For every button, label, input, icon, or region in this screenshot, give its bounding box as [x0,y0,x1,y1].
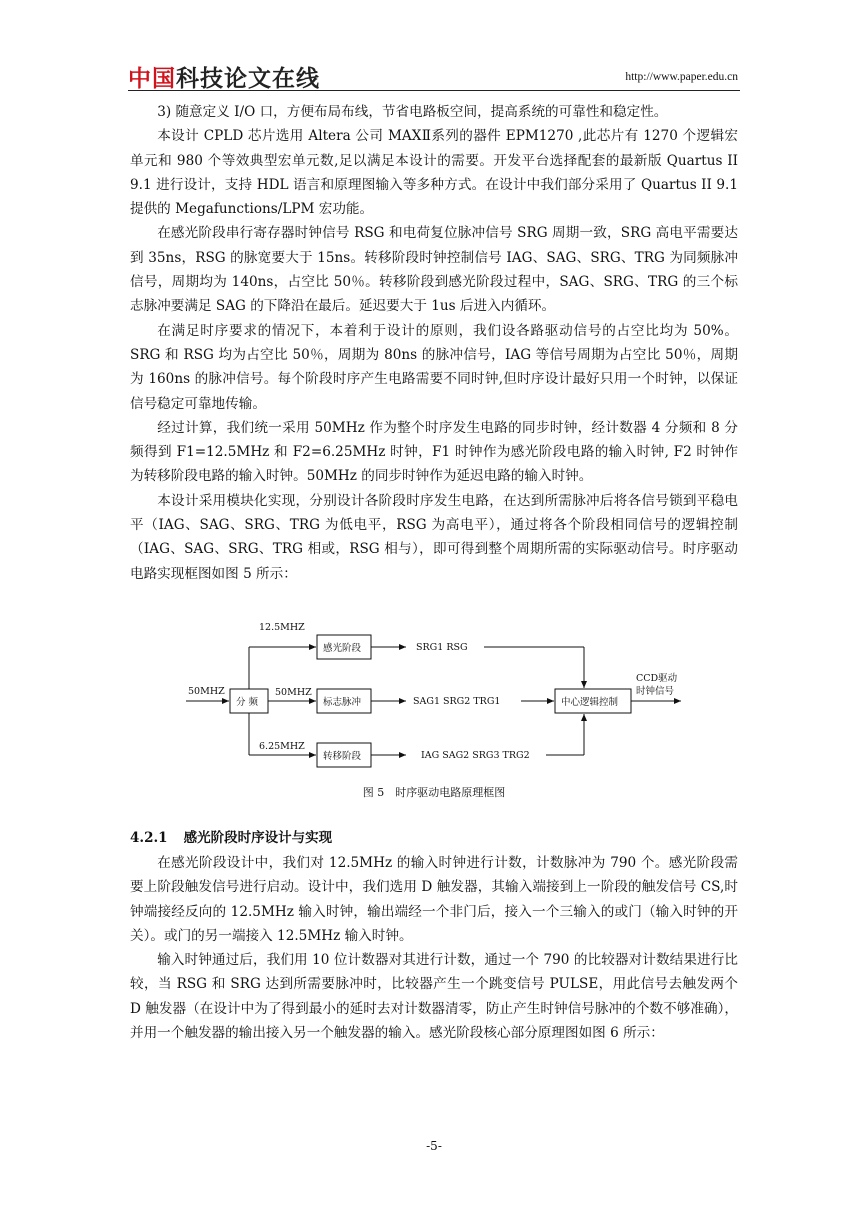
site-url[interactable]: http://www.paper.edu.cn [625,71,738,83]
paragraph: 本设计 CPLD 芯片选用 Altera 公司 MAXⅡ系列的器件 EPM1270 ,此芯片有 1270 个逻辑宏单元和 980 个等效典型宏单元数,足以满足本设计的需要。开发平台选择配套的最新版 Quartus II 9.1 进行设计，支持 HDL 语言和原理图输入等多种方式。在设计中我们部分采用了 Quartus II 9.1 提供的 Megafunctions/LPM 宏功能。 [130,128,738,218]
section-number: 4.2.1 [130,830,168,846]
paragraph: 在感光阶段串行寄存器时钟信号 RSG 和电荷复位脉冲信号 SRG 周期一致，SRG 高电平需要达到 35ns，RSG 的脉宽要大于 15ns。转移阶段时钟控制信号 IAG、SAG、SRG、TRG 为同频脉冲信号，周期均为 140ns，占空比 50％。转移阶段到感光阶段过程中，SAG、SRG、TRG 的三个标志脉冲要满足 SAG 的下降沿在最后。延迟要大于 1us 后进入内循环。 [130,225,738,315]
figure-caption: 图 5 时序驱动电路原理框图 [362,786,506,799]
header-rule [128,90,740,91]
logo-part-china: 中国 [128,66,176,92]
paragraph: 输入时钟通过后，我们用 10 位计数器对其进行计数，通过一个 790 的比较器对计数结果进行比较，当 RSG 和 SRG 达到所需要脉冲时，比较器产生一个跳变信号 PULSE，用此信号去触发两个 D 触发器（在设计中为了得到最小的延时去对计数器清零，防止产生时钟信号脉冲的个数不够准确），并用一个触发器的输出接入另一个触发器的输入。感光阶段核心部分原理图如图 6 所示： [130,952,738,1042]
body-text [130,100,738,586]
stage-top-label: 感光阶段 [323,643,362,654]
center-label: 中心逻辑控制 [561,697,619,708]
input-label: 50MHZ [188,686,225,697]
output-label-2: 时钟信号 [636,686,675,697]
freq-mid-label: 50MHZ [275,687,312,698]
signals-top: SRG1 RSG [416,642,468,653]
paragraph: 在感光阶段设计中，我们对 12.5MHz 的输入时钟进行计数，计数脉冲为 790 个。感光阶段需要上阶段触发信号进行启动。设计中，我们选用 D 触发器，其输入端接到上一阶段的触发信号 CS,时钟端接经反向的 12.5MHz 输入时钟，输出端经一个非门后，接入一个三输入的或门（输入时钟的开关）。或门的另一端接入 12.5MHz 输入时钟。 [130,855,738,944]
paragraph: 在满足时序要求的情况下，本着利于设计的原则，我们设各路驱动信号的占空比均为 50%。SRG 和 RSG 均为占空比 50％，周期为 80ns 的脉冲信号，IAG 等信号周期为占空比 50％，周期为 160ns 的脉冲信号。每个阶段时序产生电路需要不同时钟,但时序设计最好只用一个时钟，以保证信号稳定可靠地传输。 [130,322,738,412]
section-title: 感光阶段时序设计与实现 [183,830,333,846]
logo-part-sci: 科技论文在线 [176,66,320,92]
section-heading [130,826,348,846]
paragraph: 3) 随意定义 I/O 口，方便布局布线，节省电路板空间，提高系统的可靠性和稳定性。 [157,104,668,120]
signals-mid: SAG1 SRG2 TRG1 [413,696,501,707]
output-label-1: CCD驱动 [636,673,678,684]
block-diagram-svg [186,617,706,777]
page-number: -5- [426,1139,442,1153]
signals-bot: IAG SAG2 SRG3 TRG2 [421,750,530,761]
stage-bot-label: 转移阶段 [323,751,362,762]
divider-label: 分 频 [236,697,259,708]
freq-bot-label: 6.25MHZ [259,741,305,752]
site-logo[interactable] [128,60,320,93]
block-diagram [186,617,706,777]
paragraph: 本设计采用模块化实现，分别设计各阶段时序发生电路，在达到所需脉冲后将各信号锁到平稳电平（IAG、SAG、SRG、TRG 为低电平，RSG 为高电平），通过将各个阶段相同信号的逻辑控制（IAG、SAG、SRG、TRG 相或，RSG 相与），即可得到整个周期所需的实际驱动信号。时序驱动电路实现框图如图 5 所示： [130,492,738,582]
body-text-2 [130,851,738,1045]
stage-mid-label: 标志脉冲 [323,697,362,708]
paragraph: 经过计算，我们统一采用 50MHz 作为整个时序发生电路的同步时钟，经计数器 4 分频和 8 分频得到 F1=12.5MHz 和 F2=6.25MHz 时钟，F1 时钟作为感光阶段电路的输入时钟, F2 时钟作为转移阶段电路的输入时钟。50MHz 的同步时钟作为延迟电路的输入时钟。 [130,419,738,485]
freq-top-label: 12.5MHZ [259,622,305,633]
